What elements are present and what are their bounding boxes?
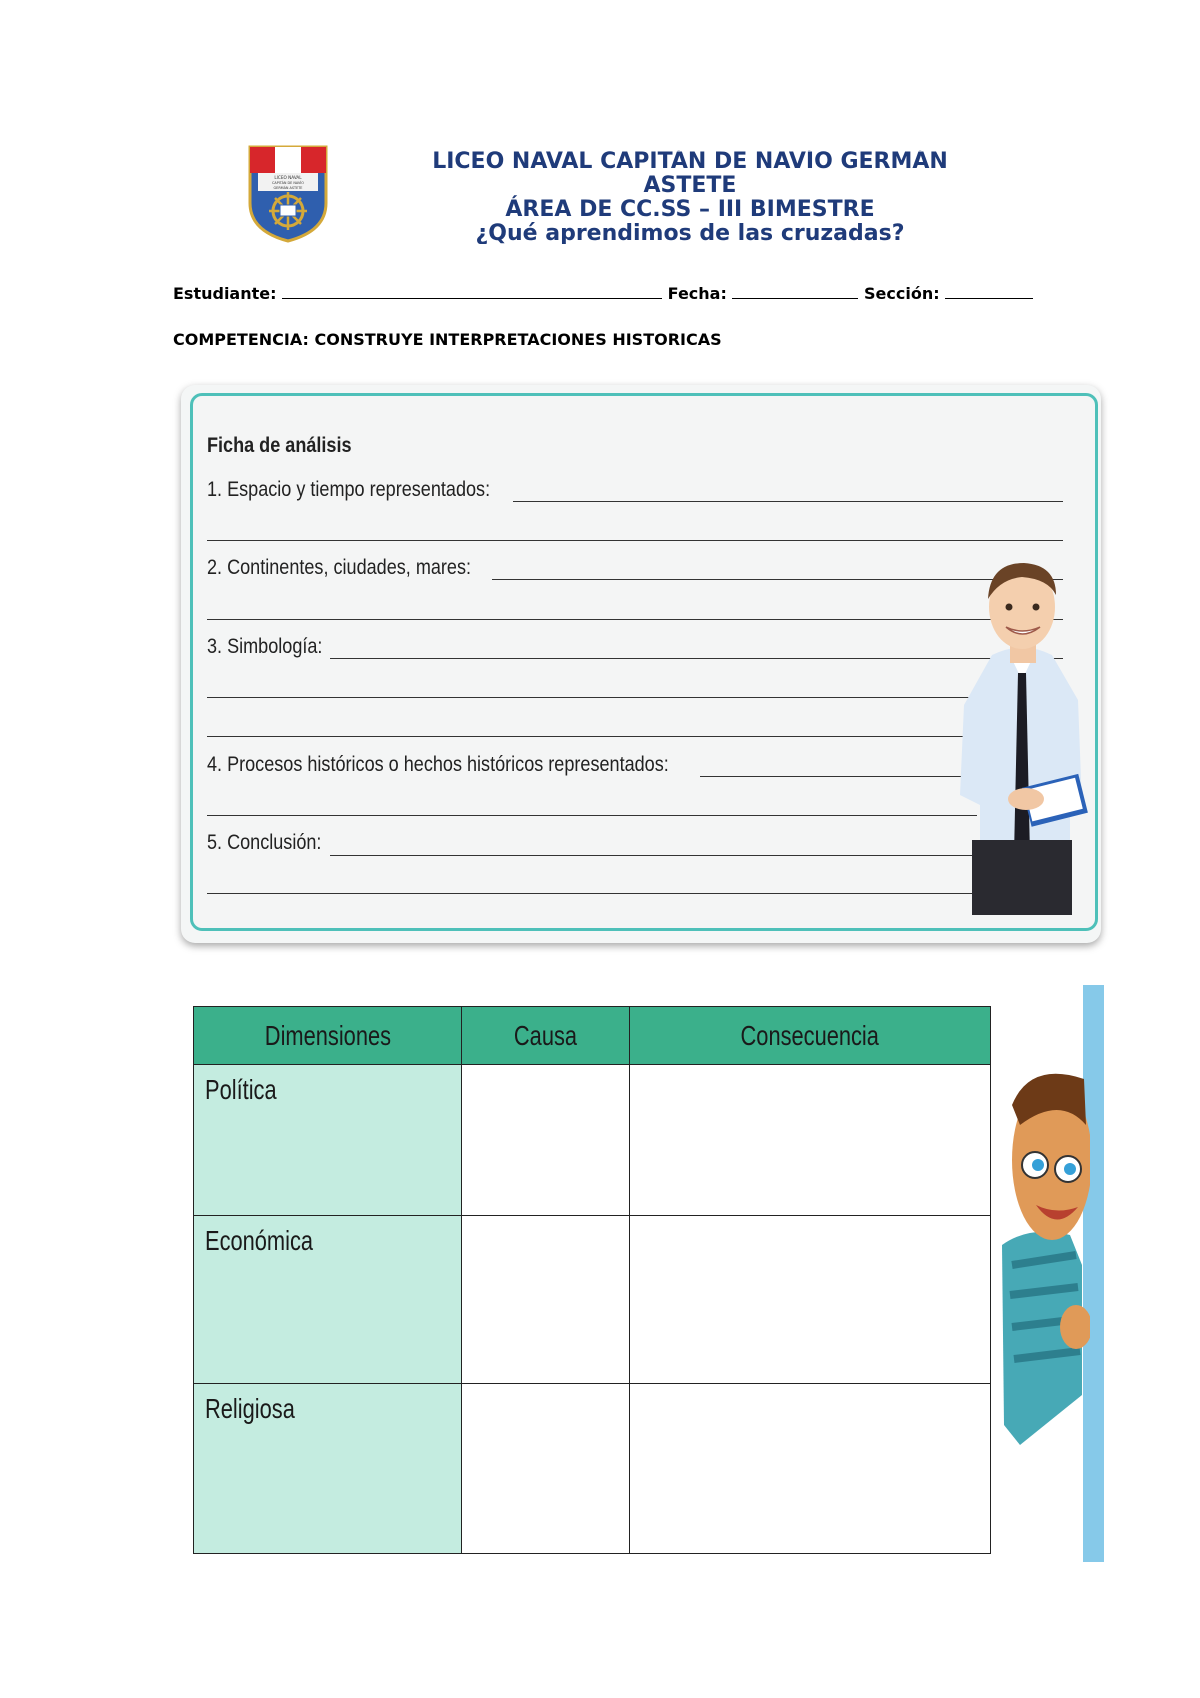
table-row [194, 1384, 991, 1554]
row-label-economica: Económica [205, 1225, 314, 1256]
section-label: Sección: [864, 284, 940, 303]
student-name-blank[interactable] [282, 284, 662, 299]
dimensions-table [193, 1006, 991, 1554]
row-label-cell [194, 1384, 462, 1554]
date-label: Fecha: [667, 284, 727, 303]
section-blank[interactable] [945, 284, 1033, 299]
student-info-row [173, 284, 1033, 303]
header-dimensiones: Dimensiones [194, 1007, 462, 1065]
topic-title: ¿Qué aprendimos de las cruzadas? [475, 221, 905, 244]
answer-line[interactable] [207, 893, 977, 894]
answer-line[interactable] [207, 540, 1063, 541]
svg-text:CAPITÁN DE NAVÍO: CAPITÁN DE NAVÍO [272, 181, 304, 185]
table-row [194, 1065, 991, 1216]
school-title-block [360, 150, 1020, 244]
answer-line[interactable] [207, 697, 977, 698]
student-label: Estudiante: [173, 284, 277, 303]
answer-line[interactable] [207, 619, 1063, 620]
ficha-item-3: 3. Simbología: [207, 635, 323, 658]
date-blank[interactable] [732, 284, 858, 299]
ficha-title: Ficha de análisis [207, 434, 352, 457]
boy-illustration [990, 1065, 1090, 1465]
answer-line[interactable] [700, 776, 962, 777]
answer-line[interactable] [207, 736, 977, 737]
table-row [194, 1216, 991, 1384]
row-label-politica: Política [205, 1074, 277, 1105]
answer-line[interactable] [330, 855, 975, 856]
row-label-cell [194, 1216, 462, 1384]
answer-line[interactable] [207, 815, 977, 816]
school-name-line2: ASTETE [643, 173, 737, 198]
consecuencia-cell[interactable] [629, 1384, 990, 1554]
causa-cell[interactable] [462, 1065, 630, 1216]
school-crest-logo [246, 145, 330, 243]
consecuencia-cell[interactable] [629, 1216, 990, 1384]
ficha-item-5: 5. Conclusión: [207, 831, 322, 854]
causa-cell[interactable] [462, 1384, 630, 1554]
answer-line[interactable] [513, 501, 1063, 502]
school-name-line1: LICEO NAVAL CAPITÁN DE NAVÍO GERMÁN [432, 150, 948, 174]
causa-cell[interactable] [462, 1216, 630, 1384]
header-causa: Causa [462, 1007, 630, 1065]
header-consecuencia: Consecuencia [629, 1007, 990, 1065]
teacher-illustration [952, 555, 1090, 915]
row-label-cell [194, 1065, 462, 1216]
ficha-item-2: 2. Continentes, ciudades, mares: [207, 556, 472, 579]
svg-text:GERMÁN ASTETE: GERMÁN ASTETE [273, 186, 303, 190]
ficha-item-4: 4. Procesos históricos o hechos históricos representados: [207, 753, 669, 776]
table-header-row [194, 1007, 991, 1065]
ficha-item-1: 1. Espacio y tiempo representados: [207, 478, 491, 501]
competencia-heading: COMPETENCIA: CONSTRUYE INTERPRETACIONES HISTORICAS [173, 330, 722, 349]
svg-text:LICEO NAVAL: LICEO NAVAL [274, 175, 302, 180]
row-label-religiosa: Religiosa [205, 1393, 295, 1424]
area-title: ÁREA DE CC.SS – III BIMESTRE [505, 197, 875, 222]
consecuencia-cell[interactable] [629, 1065, 990, 1216]
